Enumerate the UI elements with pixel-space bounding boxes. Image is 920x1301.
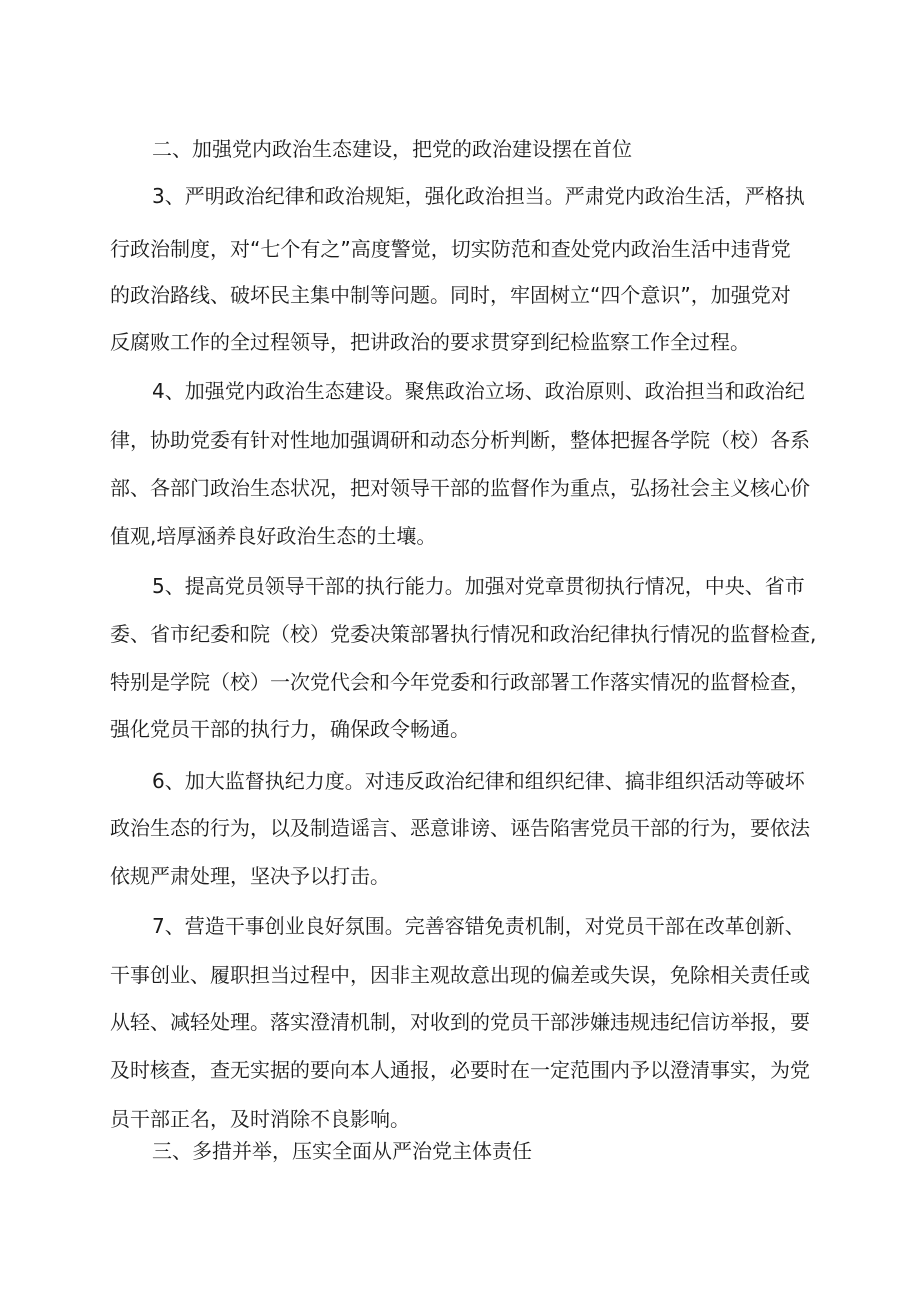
item-4-line-3: 部、各部门政治生态状况，把对领导干部的监督作为重点，弘扬社会主义核心价 — [110, 476, 810, 500]
item-4-line-1: 4、加强党内政治生态建设。聚焦政治立场、政治原则、政治担当和政治纪 — [152, 379, 805, 403]
item-7-line-3: 从轻、减轻处理。落实澄清机制，对收到的党员干部涉嫌违规违纪信访举报，要 — [110, 1010, 810, 1034]
item-6-line-1: 6、加大监督执纪力度。对违反政治纪律和组织纪律、搞非组织活动等破坏 — [152, 769, 805, 793]
section-heading-2: 二、加强党内政治生态建设，把党的政治建设摆在首位 — [152, 137, 632, 161]
item-4-line-4: 值观,培厚涵养良好政治生态的土壤。 — [110, 524, 437, 548]
item-3-line-2: 行政治制度，对“七个有之”高度警觉，切实防范和查处党内政治生活中违背党 — [110, 237, 791, 261]
item-5-line-1: 5、提高党员领导干部的执行能力。加强对党章贯彻执行情况，中央、省市 — [152, 574, 805, 598]
item-3-line-1: 3、严明政治纪律和政治规矩，强化政治担当。严肃党内政治生活，严格执 — [152, 184, 805, 208]
item-3-line-3: 的政治路线、破坏民主集中制等问题。同时，牢固树立“四个意识”，加强党对 — [110, 283, 791, 307]
item-4-line-2: 律，协助党委有针对性地加强调研和动态分析判断，整体把握各学院（校）各系 — [110, 428, 810, 452]
item-5-line-2: 委、省市纪委和院（校）党委决策部署执行情况和政治纪律执行情况的监督检查, — [110, 622, 817, 646]
item-5-line-3: 特别是学院（校）一次党代会和今年党委和行政部署工作落实情况的监督检查， — [110, 670, 810, 694]
section-heading-3: 三、多措并举，压实全面从严治党主体责任 — [152, 1139, 532, 1163]
item-3-line-4: 反腐败工作的全过程领导，把讲政治的要求贯穿到纪检监察工作全过程。 — [110, 330, 750, 354]
item-7-line-4: 及时核查，查无实据的要向本人通报，必要时在一定范围内予以澄清事实，为党 — [110, 1058, 810, 1082]
item-6-line-2: 政治生态的行为，以及制造谣言、恶意诽谤、诬告陷害党员干部的行为，要依法 — [110, 816, 810, 840]
item-7-line-5: 员干部正名，及时消除不良影响。 — [110, 1107, 410, 1131]
item-6-line-3: 依规严肃处理，坚决予以打击。 — [110, 864, 390, 888]
item-5-line-4: 强化党员干部的执行力，确保政令畅通。 — [110, 717, 470, 741]
item-7-line-2: 干事创业、履职担当过程中，因非主观故意出现的偏差或失误，免除相关责任或 — [110, 963, 810, 987]
item-7-line-1: 7、营造干事创业良好氛围。完善容错免责机制，对党员干部在改革创新、 — [152, 914, 805, 938]
